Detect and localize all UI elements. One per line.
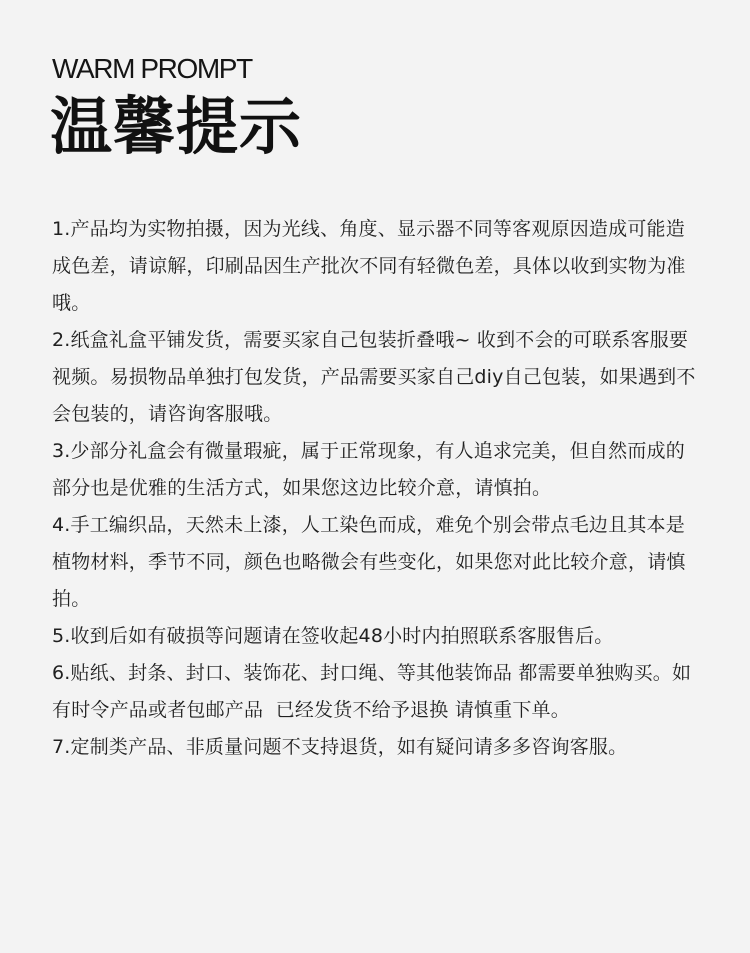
- notice-item-5: 5.收到后如有破损等问题请在签收起48小时内拍照联系客服售后。: [52, 625, 614, 647]
- notice-item-6: 6.贴纸、封条、封口、装饰花、封口绳、等其他装饰品 都需要单独购买。如有时令产品或者包邮产品 已经发货不给予退换 请慎重下单。: [52, 662, 692, 721]
- warm-prompt-notice: [52, 0, 712, 953]
- notice-item-3: 3.少部分礼盒会有微量瑕疵，属于正常现象，有人追求完美，但自然而成的部分也是优雅的生活方式，如果您这边比较介意，请慎拍。: [52, 440, 685, 499]
- notice-list: [52, 211, 702, 766]
- notice-item-4: 4.手工编织品，天然未上漆，人工染色而成，难免个别会带点毛边且其本是植物材料，季节不同，颜色也略微会有些变化，如果您对此比较介意，请慎拍。: [52, 514, 686, 610]
- notice-item-2: 2.纸盒礼盒平铺发货，需要买家自己包装折叠哦~ 收到不会的可联系客服要视频。易损物品单独打包发货，产品需要买家自己diy自己包装，如果遇到不会包装的，请咨询客服哦。: [52, 329, 696, 425]
- notice-item-7: 7.定制类产品、非质量问题不支持退货，如有疑问请多多咨询客服。: [52, 736, 628, 758]
- page-title: 温馨提示: [50, 90, 303, 163]
- notice-item-1: 1.产品均为实物拍摄，因为光线、角度、显示器不同等客观原因造成可能造成色差，请谅解，印刷品因生产批次不同有轻微色差，具体以收到实物为准哦。: [52, 218, 686, 314]
- subtitle: WARM PROMPT: [52, 53, 252, 84]
